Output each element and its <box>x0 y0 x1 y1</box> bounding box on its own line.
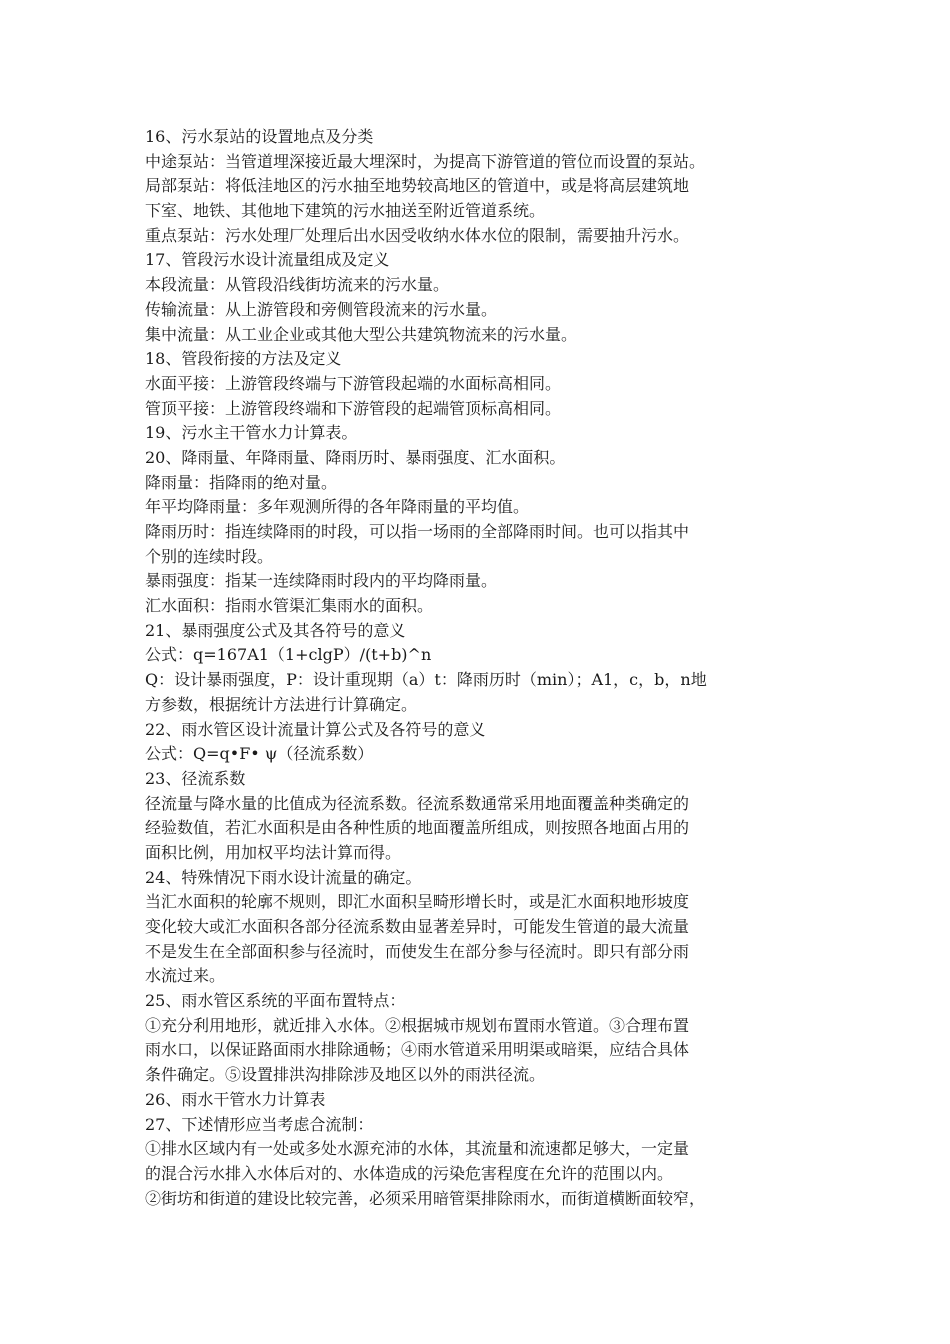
formula-line: 公式：Q=q•F• ψ（径流系数） <box>145 744 374 764</box>
text-line: 中途泵站：当管道埋深接近最大埋深时，为提高下游管道的管位而设置的泵站。 <box>145 151 706 171</box>
text-line: 个别的连续时段。 <box>145 546 274 566</box>
text-line: 径流量与降水量的比值成为径流系数。径流系数通常采用地面覆盖种类确定的 <box>145 793 690 813</box>
heading-19: 19、污水主干管水力计算表。 <box>145 423 358 443</box>
text-line: 的混合污水排入水体后对的、水体造成的污染危害程度在允许的范围以内。 <box>145 1163 674 1183</box>
text-line: 不是发生在全部面积参与径流时，而使发生在部分参与径流时。即只有部分雨 <box>145 941 690 961</box>
text-line: 水面平接：上游管段终端与下游管段起端的水面标高相同。 <box>145 373 562 393</box>
text-line: Q：设计暴雨强度，P：设计重现期（a）t：降雨历时（min）；A1，c，b，n地 <box>145 670 707 690</box>
text-line: 局部泵站：将低洼地区的污水抽至地势较高地区的管道中，或是将高层建筑地 <box>145 176 690 196</box>
heading-16: 16、污水泵站的设置地点及分类 <box>145 127 374 146</box>
text-line: 集中流量：从工业企业或其他大型公共建筑物流来的污水量。 <box>145 324 578 344</box>
text-line: 年平均降雨量：多年观测所得的各年降雨量的平均值。 <box>145 497 530 517</box>
heading-17: 17、管段污水设计流量组成及定义 <box>145 250 390 270</box>
text-line: 下室、地铁、其他地下建筑的污水抽送至附近管道系统。 <box>145 201 546 221</box>
heading-21: 21、暴雨强度公式及其各符号的意义 <box>145 620 406 640</box>
heading-26: 26、雨水干管水力计算表 <box>145 1089 326 1109</box>
text-line: 管顶平接：上游管段终端和下游管段的起端管顶标高相同。 <box>145 398 562 418</box>
formula-line: 公式：q=167A1（1+clgP）/(t+b)^n <box>145 645 432 665</box>
heading-27: 27、下述情形应当考虑合流制： <box>145 1114 374 1134</box>
heading-25: 25、雨水管区系统的平面布置特点： <box>145 991 406 1011</box>
heading-24: 24、特殊情况下雨水设计流量的确定。 <box>145 867 422 887</box>
text-line: 降雨历时：指连续降雨的时段，可以指一场雨的全部降雨时间。也可以指其中 <box>145 522 690 541</box>
text-line: 当汇水面积的轮廓不规则，即汇水面积呈畸形增长时，或是汇水面积地形坡度 <box>145 892 690 912</box>
text-line: 变化较大或汇水面积各部分径流系数由显著差异时，可能发生管道的最大流量 <box>145 917 690 936</box>
text-line: 本段流量：从管段沿线街坊流来的污水量。 <box>145 275 450 295</box>
text-line: ②街坊和街道的建设比较完善，必须采用暗管渠排除雨水，而街道横断面较窄， <box>145 1188 706 1208</box>
text-line: 传输流量：从上游管段和旁侧管段流来的污水量。 <box>145 299 498 319</box>
text-line: 重点泵站：污水处理厂处理后出水因受收纳水体水位的限制，需要抽升污水。 <box>145 225 690 245</box>
text-line: ①排水区域内有一处或多处水源充沛的水体，其流量和流速都足够大，一定量 <box>145 1139 690 1159</box>
text-line: 降雨量：指降雨的绝对量。 <box>145 472 338 492</box>
text-line: 雨水口，以保证路面雨水排除通畅；④雨水管道采用明渠或暗渠，应结合具体 <box>145 1040 690 1060</box>
text-line: 经验数值，若汇水面积是由各种性质的地面覆盖所组成，则按照各地面占用的 <box>145 818 690 838</box>
text-line: 方参数，根据统计方法进行计算确定。 <box>145 694 418 714</box>
text-line: 条件确定。⑤设置排洪沟排除涉及地区以外的雨洪径流。 <box>145 1065 546 1085</box>
text-line: 面积比例，用加权平均法计算而得。 <box>145 842 402 862</box>
text-line: 暴雨强度：指某一连续降雨时段内的平均降雨量。 <box>145 571 498 591</box>
document-body <box>145 125 815 1211</box>
text-line: 汇水面积：指雨水管渠汇集雨水的面积。 <box>145 596 434 616</box>
heading-20: 20、降雨量、年降雨量、降雨历时、暴雨强度、汇水面积。 <box>145 447 566 467</box>
heading-23: 23、径流系数 <box>145 768 246 788</box>
text-line: ①充分利用地形，就近排入水体。②根据城市规划布置雨水管道。③合理布置 <box>145 1015 690 1035</box>
text-line: 水流过来。 <box>145 966 226 986</box>
heading-18: 18、管段衔接的方法及定义 <box>145 349 342 369</box>
heading-22: 22、雨水管区设计流量计算公式及各符号的意义 <box>145 719 486 739</box>
